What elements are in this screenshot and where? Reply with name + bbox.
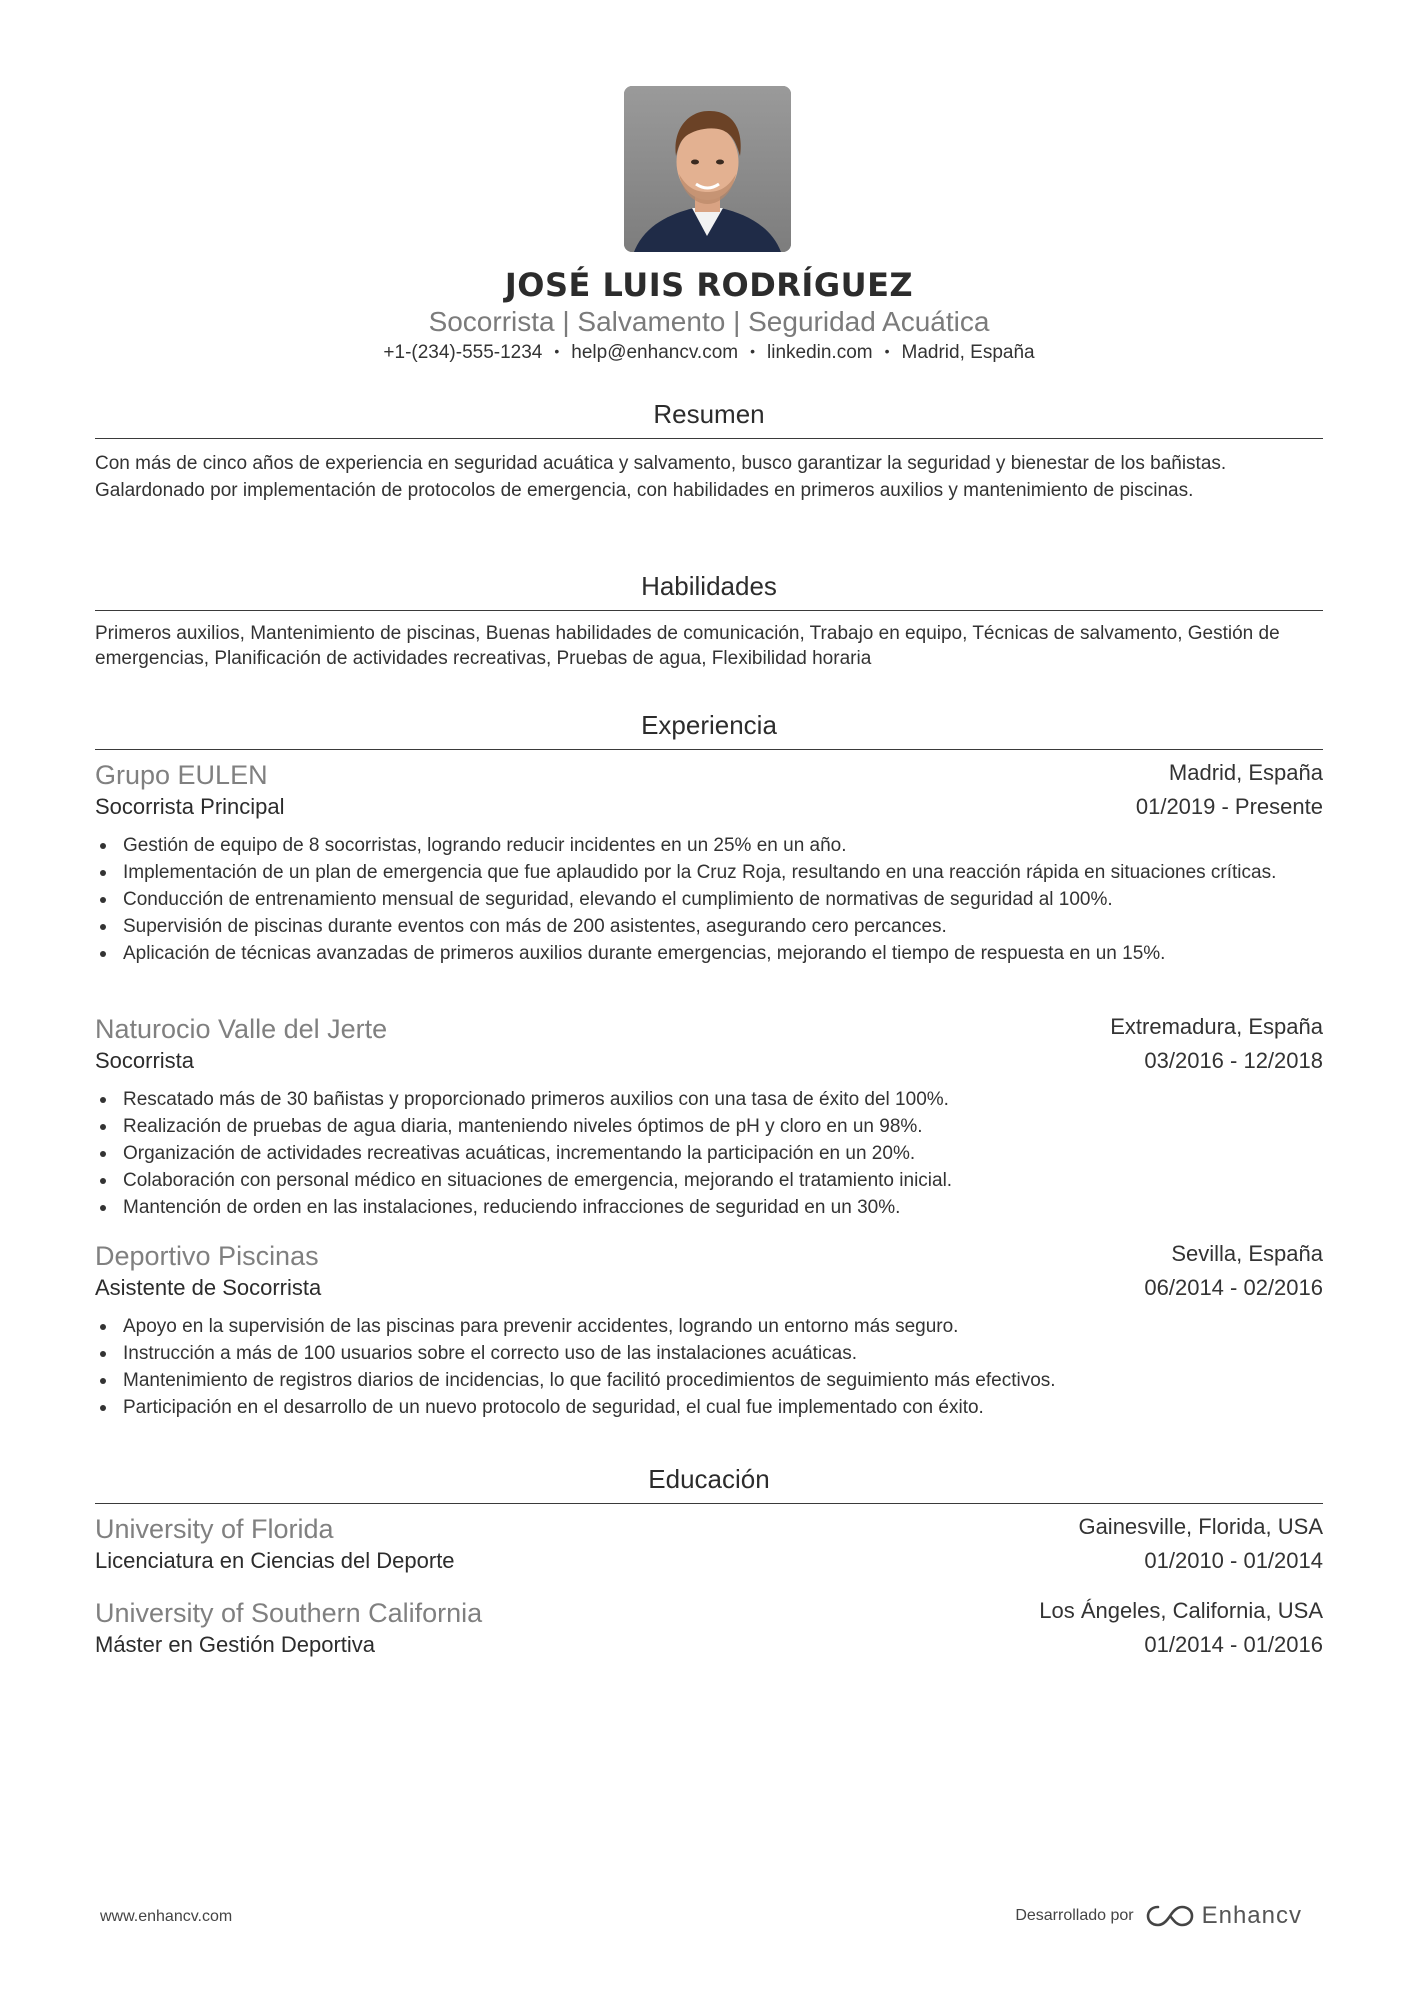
experience-entry [95,1241,1323,1421]
list-item: Mantenimiento de registros diarios de incidencias, lo que facilitó procedimientos de seguimiento más efectivos. [95,1367,1323,1394]
bullet-separator: • [554,343,560,359]
list-item: Instrucción a más de 100 usuarios sobre el correcto uso de las instalaciones acuáticas. [95,1340,1323,1367]
education-dates: 01/2014 - 01/2016 [1144,1632,1323,1657]
list-item: Gestión de equipo de 8 socorristas, logrando reducir incidentes en un 25% en un año. [95,832,1323,859]
job-dates: 03/2016 - 12/2018 [1144,1048,1323,1073]
developed-by-label: Desarrollado por [1015,1907,1134,1924]
footer-branding [1015,1896,1302,1936]
list-item: Supervisión de piscinas durante eventos con más de 200 asistentes, asegurando cero percances. [95,913,1323,940]
section-title-skills: Habilidades [641,571,777,601]
contact-location: Madrid, España [901,342,1035,363]
contact-linkedin[interactable]: linkedin.com [767,342,873,363]
achievement-list [95,1086,1323,1221]
job-location: Madrid, España [1168,760,1323,785]
enhancv-logo-icon [1146,1903,1194,1929]
job-dates: 06/2014 - 02/2016 [1144,1275,1323,1300]
list-item: Conducción de entrenamiento mensual de seguridad, elevando el cumplimiento de normativas de seguridad al 100%. [95,886,1323,913]
experience-entry [95,1014,1323,1221]
list-item: Mantención de orden en las instalaciones, reduciendo infracciones de seguridad en un 30%. [95,1194,1323,1221]
education-dates: 01/2010 - 01/2014 [1144,1548,1323,1573]
candidate-name: JOSÉ LUIS RODRÍGUEZ [504,266,914,304]
bullet-separator: • [750,343,755,359]
education-entry [95,1514,1323,1582]
experience-entry [95,760,1323,967]
section-divider [95,749,1323,750]
candidate-tagline: Socorrista | Salvamento | Seguridad Acuática [428,306,990,337]
degree-title: Licenciatura en Ciencias del Deporte [95,1548,455,1573]
section-divider [95,610,1323,611]
school-name: University of Southern California [95,1598,483,1628]
skills-text: Primeros auxilios, Mantenimiento de piscinas, Buenas habilidades de comunicación, Trabajo en equipo, Técnicas de salvamento, Gestión de emergencias, Planificación de actividades recreativas, Pruebas de agua, Flexibilidad horaria [95,623,1280,669]
list-item: Colaboración con personal médico en situaciones de emergencia, mejorando el tratamiento inicial. [95,1167,1323,1194]
enhancv-logo[interactable] [1146,1902,1302,1930]
contact-line [95,342,1323,364]
company-name: Naturocio Valle del Jerte [95,1014,388,1044]
company-name: Deportivo Piscinas [95,1241,319,1271]
list-item: Rescatado más de 30 bañistas y proporcionado primeros auxilios con una tasa de éxito del 100%. [95,1086,1323,1113]
achievement-list [95,832,1323,967]
list-item: Apoyo en la supervisión de las piscinas para prevenir accidentes, logrando un entorno más seguro. [95,1313,1323,1340]
contact-phone[interactable]: +1-(234)-555-1234 [383,342,543,363]
profile-photo [624,86,791,252]
job-location: Extremadura, España [1110,1014,1323,1039]
job-title: Asistente de Socorrista [95,1275,322,1300]
section-title-experience: Experiencia [641,710,777,740]
job-title: Socorrista Principal [95,794,285,819]
list-item: Participación en el desarrollo de un nuevo protocolo de seguridad, el cual fue implementado con éxito. [95,1394,1323,1421]
company-name: Grupo EULEN [95,760,268,790]
person-portrait-icon [624,86,791,252]
job-dates: 01/2019 - Presente [1135,794,1323,819]
contact-email[interactable]: help@enhancv.com [571,342,739,363]
bullet-separator: • [884,343,890,359]
education-entry [95,1598,1323,1666]
summary-text: Con más de cinco años de experiencia en seguridad acuática y salvamento, busco garantizar la seguridad y bienestar de los bañistas. Galardonado por implementación de protocolos de emergencia, con habilidades en primeros auxilios y mantenimiento de piscinas. [95,453,1227,501]
list-item: Implementación de un plan de emergencia que fue aplaudido por la Cruz Roja, resultando en una reacción rápida en situaciones críticas. [95,859,1323,886]
footer-website-link[interactable]: www.enhancv.com [100,1908,233,1925]
brand-name: Enhancv [1201,1902,1302,1929]
school-location: Gainesville, Florida, USA [1078,1514,1323,1539]
job-title: Socorrista [95,1048,195,1073]
school-name: University of Florida [95,1514,334,1544]
achievement-list [95,1313,1323,1421]
section-title-summary: Resumen [653,399,765,429]
job-location: Sevilla, España [1171,1241,1323,1266]
list-item: Organización de actividades recreativas acuáticas, incrementando la participación en un 20%. [95,1140,1323,1167]
list-item: Aplicación de técnicas avanzadas de primeros auxilios durante emergencias, mejorando el tiempo de respuesta en un 15%. [95,940,1323,967]
degree-title: Máster en Gestión Deportiva [95,1632,376,1657]
list-item: Realización de pruebas de agua diaria, manteniendo niveles óptimos de pH y cloro en un 98%. [95,1113,1323,1140]
section-divider [95,1503,1323,1504]
school-location: Los Ángeles, California, USA [1039,1598,1323,1623]
section-title-education: Educación [648,1464,770,1494]
section-divider [95,438,1323,439]
